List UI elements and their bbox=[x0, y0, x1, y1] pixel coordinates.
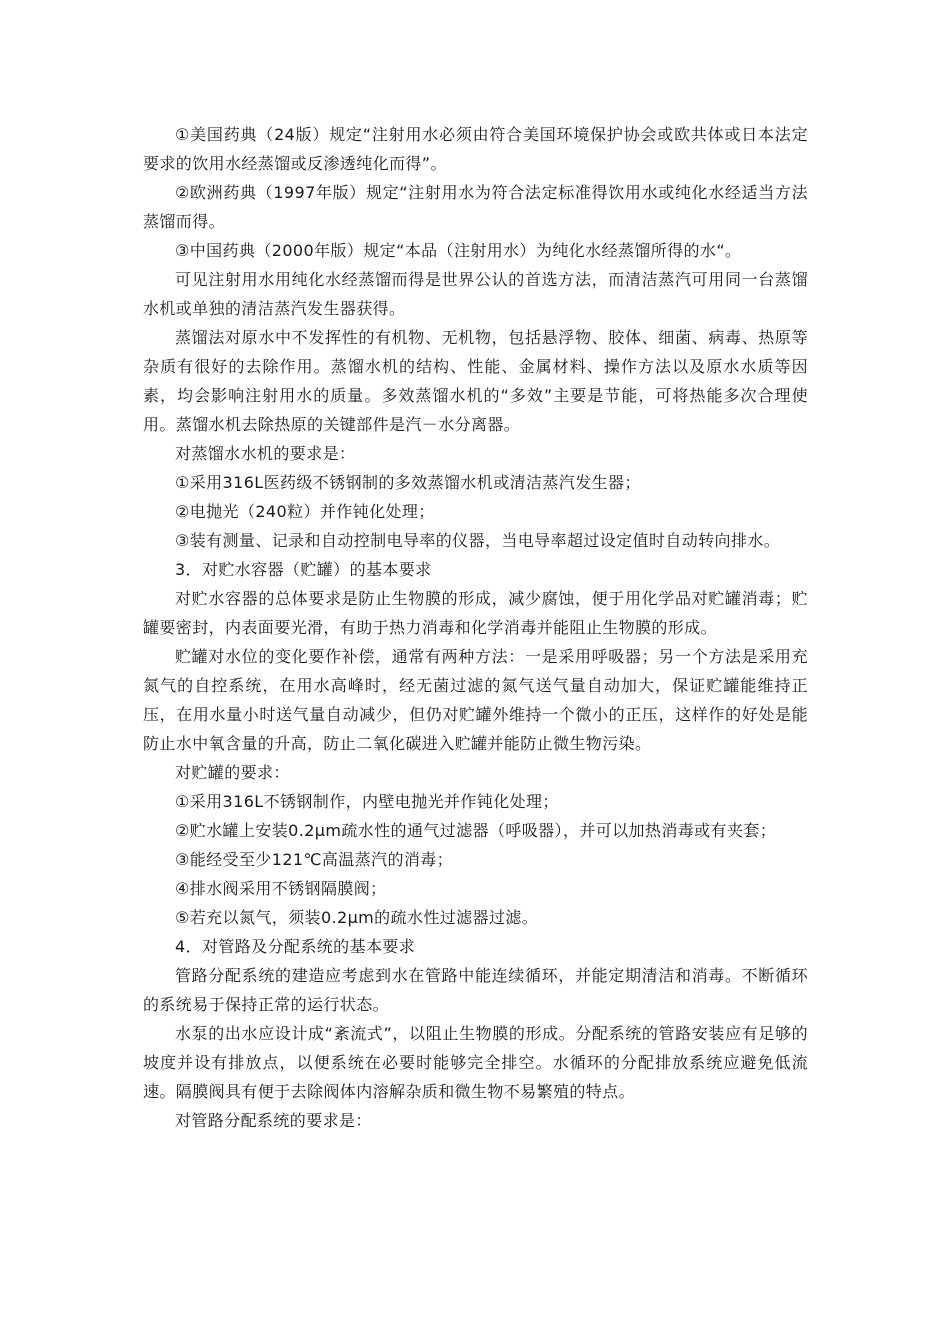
list-item: ②贮水罐上安装0.2μm疏水性的通气过滤器（呼吸器），并可以加热消毒或有夹套； bbox=[175, 821, 777, 840]
paragraph-usp: ①美国药典（24版）规定“注射用水必须由符合美国环境保护协会或欧共体或日本法定要求的饮用水经蒸馏或反渗透纯化而得”。 bbox=[143, 125, 808, 173]
list-item: ⑤若充以氮气，须装0.2μm的疏水性过滤器过滤。 bbox=[175, 908, 539, 927]
paragraph-piping-general: 管路分配系统的建造应考虑到水在管路中能连续循环，并能定期清洁和消毒。不断循环的系统易于保持正常的运行状态。 bbox=[143, 966, 808, 1014]
list-item: ①采用316L医药级不锈钢制的多效蒸馏水机或清洁蒸汽发生器； bbox=[175, 473, 641, 492]
paragraph-ep: ②欧洲药典（1997年版）规定“注射用水为符合法定标准得饮用水或纯化水经适当方法蒸馏而得。 bbox=[143, 183, 808, 231]
paragraph-piping-requirements-heading: 对管路分配系统的要求是： bbox=[175, 1111, 372, 1130]
section-heading-piping: 4．对管路及分配系统的基本要求 bbox=[175, 937, 416, 956]
list-item: ①采用316L不锈钢制作，内壁电抛光并作钝化处理； bbox=[175, 792, 559, 811]
paragraph-distillation: 蒸馏法对原水中不发挥性的有机物、无机物，包括悬浮物、胶体、细菌、病毒、热原等杂质有很好的去除作用。蒸馏水机的结构、性能、金属材料、操作方法以及原水水质等因素，均会影响注射用水的质量。多效蒸馏水机的“多效”主要是节能，可将热能多次合理使用。蒸馏水机去除热原的关键部件是汽－水分离器。 bbox=[143, 328, 808, 434]
paragraph-chp: ③中国药典（2000年版）规定“本品（注射用水）为纯化水经蒸馏所得的水“。 bbox=[175, 241, 742, 260]
paragraph-summary: 可见注射用水用纯化水经蒸馏而得是世界公认的首选方法，而清洁蒸汽可用同一台蒸馏水机或单独的清洁蒸汽发生器获得。 bbox=[143, 270, 808, 318]
document-page bbox=[143, 120, 808, 1135]
paragraph-still-requirements-heading: 对蒸馏水水机的要求是： bbox=[175, 444, 356, 463]
list-item: ④排水阀采用不锈钢隔膜阀； bbox=[175, 879, 387, 898]
list-item: ③装有测量、记录和自动控制电导率的仪器，当电导率超过设定值时自动转向排水。 bbox=[175, 531, 781, 550]
paragraph-tank-requirements-heading: 对贮罐的要求： bbox=[175, 763, 290, 782]
list-item: ③能经受至少121℃高温蒸汽的消毒； bbox=[175, 850, 454, 869]
paragraph-storage-level: 贮罐对水位的变化要作补偿，通常有两种方法：一是采用呼吸器；另一个方法是采用充氮气的自控系统，在用水高峰时，经无菌过滤的氮气送气量自动加大，保证贮罐能维持正压，在用水量小时送气量自动减少，但仍对贮罐外维持一个微小的正压，这样作的好处是能防止水中氧含量的升高，防止二氧化碳进入贮罐并能防止微生物污染。 bbox=[143, 647, 808, 753]
paragraph-piping-design: 水泵的出水应设计成“紊流式”，以阻止生物膜的形成。分配系统的管路安装应有足够的坡度并设有排放点，以便系统在必要时能够完全排空。水循环的分配排放系统应避免低流速。隔膜阀具有便于去除阀体内溶解杂质和微生物不易繁殖的特点。 bbox=[143, 1024, 808, 1101]
paragraph-storage-general: 对贮水容器的总体要求是防止生物膜的形成，减少腐蚀，便于用化学品对贮罐消毒；贮罐要密封，内表面要光滑，有助于热力消毒和化学消毒并能阻止生物膜的形成。 bbox=[143, 589, 808, 637]
section-heading-storage: 3．对贮水容器（贮罐）的基本要求 bbox=[175, 560, 432, 579]
list-item: ②电抛光（240粒）并作钝化处理； bbox=[175, 502, 435, 521]
